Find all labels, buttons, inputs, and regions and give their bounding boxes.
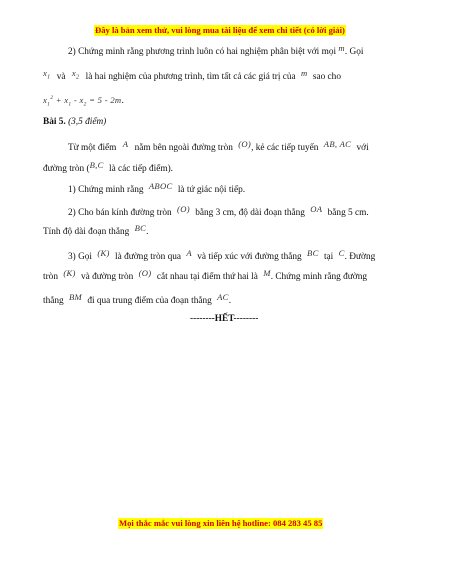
problem2-line1: 2) Chứng minh rằng phương trình luôn có hai nghiệm phân biệt với mọi m. Gọi xyxy=(68,43,364,57)
preview-notice-banner: Đây là bản xem thử, vui lòng mua tài liệu để xem chi tiết (có lời giải) xyxy=(95,25,345,35)
hotline-banner: Mọi thắc mắc vui lòng xin liên hệ hotline: 084 283 45 85 xyxy=(119,518,323,528)
question2-line2: Tính độ dài đoạn thẳng BC. xyxy=(43,223,149,237)
question2-line1: 2) Cho bán kính đường tròn (O) bằng 3 cm, độ dài đoạn thẳng OA bằng 5 cm. xyxy=(68,204,369,218)
question1: 1) Chứng minh rằng ABOC là tứ giác nội tiếp. xyxy=(68,181,246,195)
question3-line3: thẳng BM đi qua trung điểm của đoạn thẳng AC. xyxy=(43,292,232,306)
problem2-line2: $x_1$ và $x_2$ là hai nghiệm của phương trình, tìm tất cả các giá trị của m sao cho xyxy=(43,68,341,82)
problem5-heading: Bài 5. (3,5 điểm) xyxy=(43,117,107,127)
question3-line2: tròn (K) và đường tròn (O) cắt nhau tại điểm thứ hai là M. Chứng minh rằng đường xyxy=(43,268,368,282)
condition-equation: $x_1^2 + x_1 - x_2 = 5 - 2m$. xyxy=(43,94,124,108)
end-marker: --------HẾT-------- xyxy=(190,314,259,324)
question3-line1: 3) Gọi (K) là đường tròn qua A và tiếp xúc với đường thẳng BC tại C. Đường xyxy=(68,248,376,262)
problem5-intro-line2: đường tròn (B,C là các tiếp điểm). xyxy=(43,160,173,174)
problem5-intro-line1: Từ một điểm A nằm bên ngoài đường tròn (O), kẻ các tiếp tuyến AB, AC với xyxy=(68,139,369,153)
